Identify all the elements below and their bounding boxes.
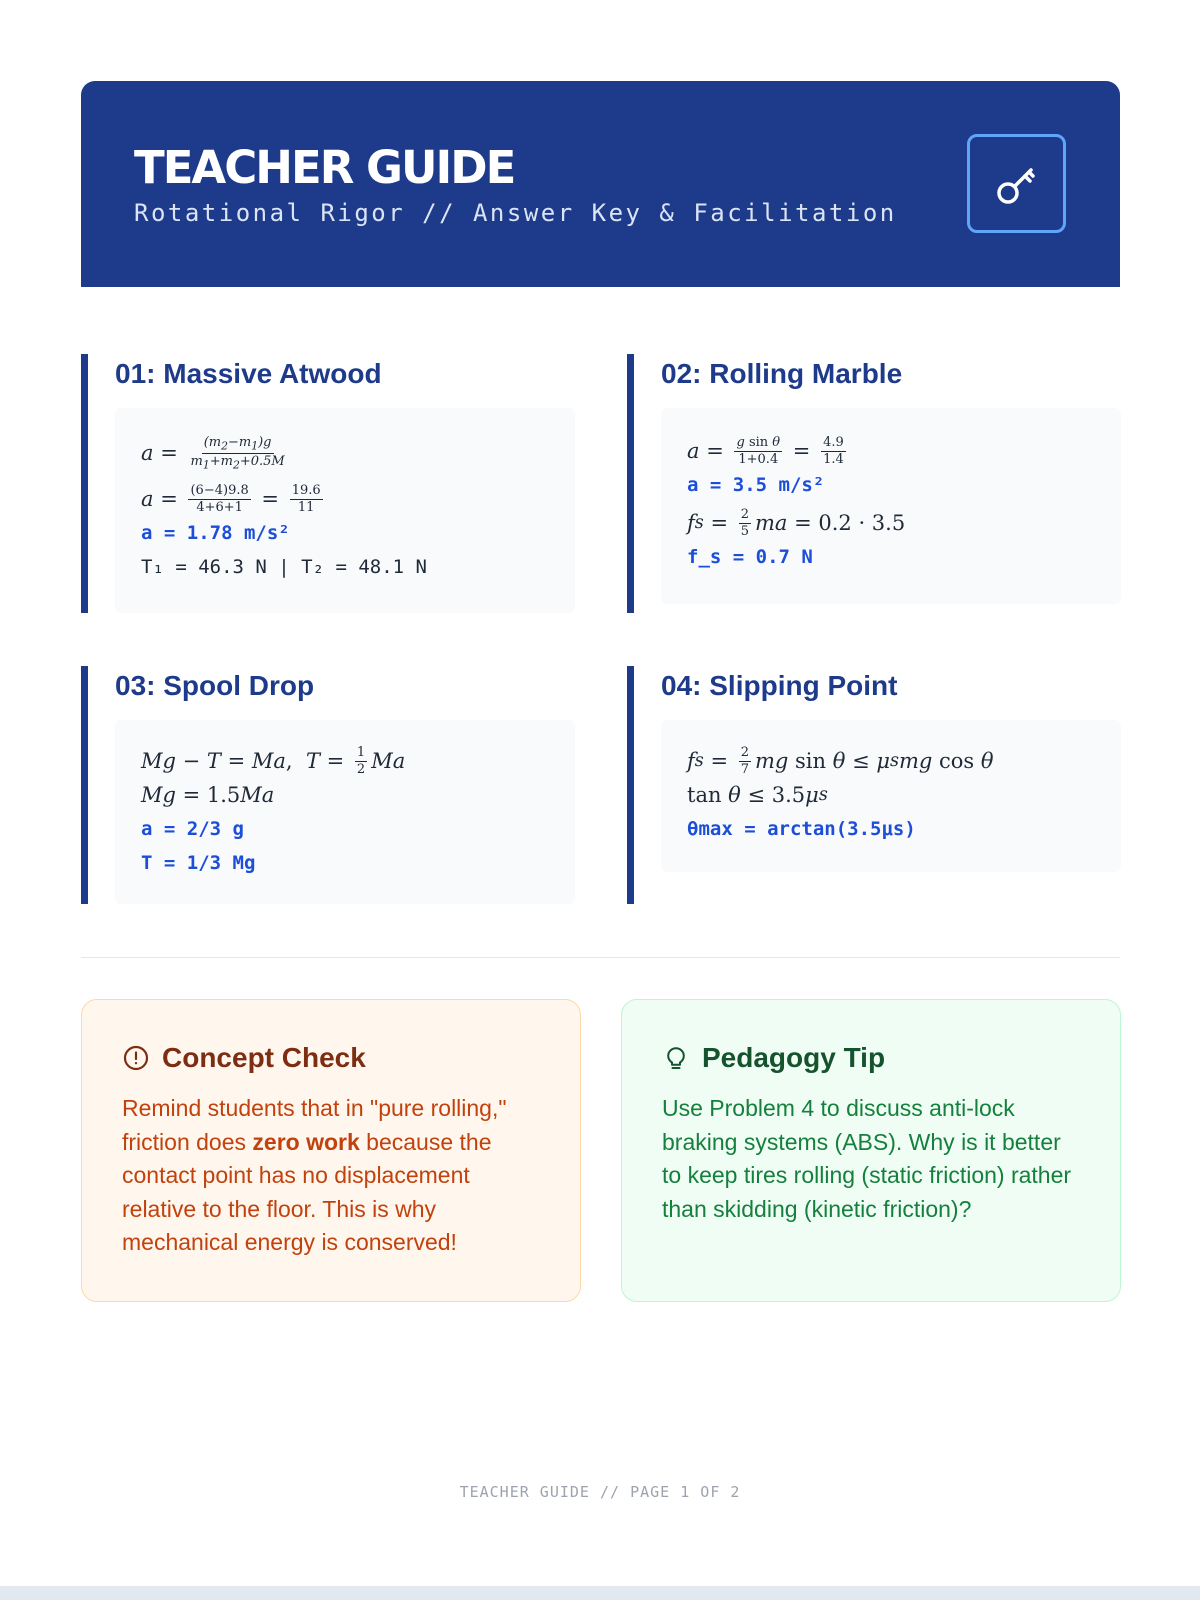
bottom-strip [0,1586,1200,1600]
card-accent-bar [81,666,88,904]
page-subtitle: Rotational Rigor // Answer Key & Facilitation [134,199,897,227]
lightbulb-icon [662,1044,690,1072]
body-text: because the contact point has no displacement relative to the floor. This is why mechanical energy is conserved! [122,1128,492,1255]
concept-check-card [81,999,581,1302]
problem-title: 02: Rolling Marble [661,358,903,389]
equation-line: a = $\frac{(m_2-m_1)g}{m_1+m_2+0.5M}$ [141,434,285,472]
solution-box [115,408,575,613]
pedagogy-tip-title: Pedagogy Tip [702,1042,886,1073]
card-accent-bar [627,354,634,613]
body-emphasis: zero work [252,1128,360,1155]
problem-card-1 [81,354,581,613]
alert-circle-icon [122,1044,150,1072]
answer-line: a = 3.5 m/s² [687,474,825,496]
answer-line: a = 2/3 g [141,818,244,840]
pedagogy-tip-body: Use Problem 4 to discuss anti-lock braking systems (ABS). Why is it better to keep tires rolling (static friction) rather than skidding (kinetic friction)? [662,1095,1072,1222]
problem-title: 01: Massive Atwood [115,358,382,389]
page-footer: TEACHER GUIDE // PAGE 1 OF 2 [459,1483,741,1501]
concept-check-body [122,1092,540,1260]
header-banner [81,81,1120,287]
problem-card-2 [627,354,1127,613]
answer-line: a = 1.78 m/s² [141,522,290,544]
tension-line: T₁ = 46.3 N | T₂ = 48.1 N [141,556,427,578]
answer-line: θmax = arctan(3.5μs) [687,818,916,840]
concept-check-header [122,1042,540,1074]
problem-card-4 [627,666,1127,904]
friction-line: f_s = 0.7 N [687,546,813,568]
card-accent-bar [627,666,634,904]
equation-line: a = $\frac{(6-4)9.8}{4+6+1}$ = $\frac{19.6}{11}$ [141,482,321,515]
problem-card-3 [81,666,581,904]
page-title: TEACHER GUIDE [134,141,515,194]
key-icon [991,158,1043,210]
pedagogy-tip-card [621,999,1121,1302]
concept-check-title: Concept Check [162,1042,366,1073]
tension-answer-line: T = 1/3 Mg [141,852,256,874]
solution-box [661,720,1121,872]
section-divider [81,957,1120,958]
problem-title: 03: Spool Drop [115,670,315,701]
equation-line: tan θ ≤ 3.5 μ s [687,783,828,807]
key-badge [967,134,1066,233]
problem-title: 04: Slipping Point [661,670,898,701]
pedagogy-tip-header [662,1042,1080,1074]
solution-box [115,720,575,904]
equation-line: a = $\frac{\text{g sin θ}}{1+0.4}$ = $\frac{4.9}{1.4}$ [687,434,844,467]
solution-box [661,408,1121,604]
equation-line: Mg − T = Ma , T = $\frac{1}{2}$ Ma [141,744,406,777]
equation-line: f s = $\frac{2}{5}$ ma = 0.2 · 3.5 [687,506,906,539]
body-text: Remind students that in "pure rolling," friction does [122,1095,507,1155]
card-accent-bar [81,354,88,613]
equation-line: f s = $\frac{2}{7}$ mg sin θ ≤ μ s mg cos θ [687,744,994,777]
equation-line: Mg = 1.5 Ma [141,783,275,807]
